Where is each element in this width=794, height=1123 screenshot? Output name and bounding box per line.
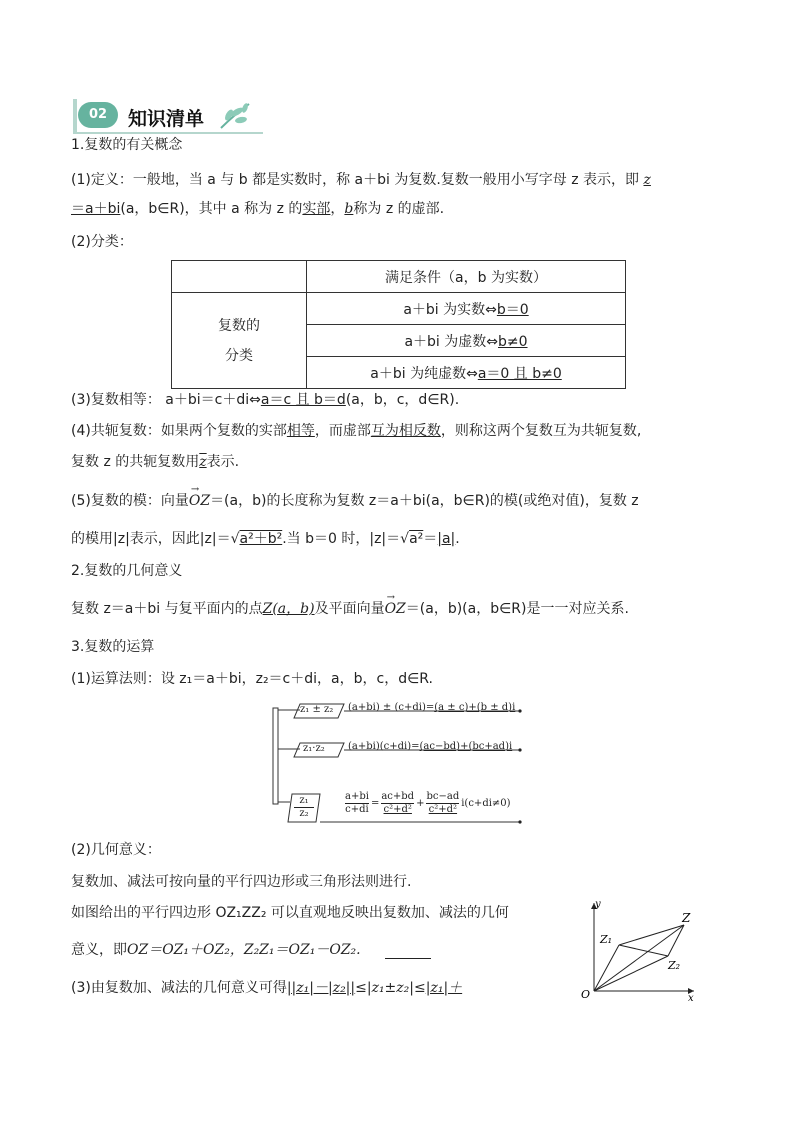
table-row-real <box>307 293 626 325</box>
op1-formula <box>348 702 515 713</box>
separator: ， <box>330 201 345 217</box>
op1-label: z₁ ± z₂ <box>300 704 334 715</box>
op3-plus: + <box>416 798 425 809</box>
header-underline <box>73 132 263 134</box>
equality-line <box>71 390 459 410</box>
answer-blank <box>385 958 431 959</box>
geo-text-a: 复数 z＝a＋bi 与复平面内的点 <box>71 601 263 617</box>
geo-line-3-formula: OZ＝OZ₁＋OZ₂，Z₂Z₁＝OZ₁－OZ₂. <box>127 942 361 958</box>
op2-formula <box>348 741 512 752</box>
vector-oz: → OZ <box>189 491 210 511</box>
section2-heading: 2.复数的几何意义 <box>71 563 183 579</box>
op2-answer: (ac−bd)+(bc+ad)i <box>419 741 513 752</box>
definition-text: (1)定义：一般地，当 a 与 b 都是实数时，称 a＋bi 为复数.复数一般用小写字母 z 表示，即 <box>71 172 640 188</box>
op3-frac-1 <box>345 791 369 816</box>
vector-oz2 <box>594 956 668 991</box>
vector-oz1 <box>594 945 619 991</box>
op3-frac-2-den: c²+d² <box>383 804 412 815</box>
op3-frac-1-num: a+bi <box>345 791 369 802</box>
geo-answer-point: Z(a，b) <box>262 601 315 617</box>
geo-line-4-prefix: (3)由复数加、减法的几何意义可得 <box>71 980 287 996</box>
conjugate-text-b: ，而虚部 <box>314 423 371 439</box>
geo-line-3 <box>71 940 361 960</box>
answer-real-part: 实部 <box>302 201 331 217</box>
geo-line-1: 复数加、减法可按向量的平行四边形或三角形法则进行. <box>71 874 412 890</box>
modulus-text-a: (5)复数的模：向量 <box>71 493 189 509</box>
classification-label: (2)分类： <box>71 234 133 250</box>
conjugate-text-d: 复数 z 的共轭复数用 <box>71 454 200 470</box>
label-x: x <box>688 993 694 1004</box>
answer-b: b <box>344 201 354 217</box>
conjugate-answer-opposite: 互为相反数 <box>370 423 441 439</box>
modulus-eq: ＝ <box>423 531 438 547</box>
modulus-answer-sqrt: a²＋b² <box>239 531 283 547</box>
row-imaginary-answer: b≠0 <box>498 333 528 350</box>
op3-frac-3-den: c²+d² <box>428 804 458 815</box>
definition-text-end: 称为 z 的虚部. <box>353 201 445 217</box>
inequality-answer-left: ||z₁|－|z₂|| <box>286 980 356 996</box>
inequality-middle: ≤|z₁±z₂|≤ <box>355 980 426 996</box>
op3-frac-1-den: c+di <box>345 804 369 815</box>
side-z1z <box>619 925 684 945</box>
modulus-line-1 <box>71 491 639 511</box>
diagram-bracket <box>273 708 278 804</box>
op3-eq: = <box>370 798 380 809</box>
label-y: y <box>595 899 601 910</box>
op3-label-den: z₂ <box>299 808 309 819</box>
op1-answer: (a ± c)+(b ± d)i <box>434 702 516 713</box>
section3-heading: 3.复数的运算 <box>71 639 155 655</box>
conjugate-line-1 <box>71 421 641 441</box>
modulus-line-2 <box>71 529 460 549</box>
equality-main: a＋bi＝c＋di⇔ <box>165 392 261 408</box>
sqrt-symbol: √ <box>230 531 240 547</box>
definition-line-2 <box>71 199 444 219</box>
label-z: Z <box>682 911 691 925</box>
label-z2: Z₂ <box>668 959 681 972</box>
header-accent-bar <box>73 99 77 133</box>
equality-answer: a＝c 且 b＝d <box>260 392 346 408</box>
section-number-badge: 02 <box>78 102 118 128</box>
row-pure-text: a＋bi 为纯虚数⇔ <box>370 365 478 382</box>
inequality-answer-right: |z₁|＋ <box>425 980 463 996</box>
table-header-condition: 满足条件（a，b 为实数） <box>307 261 626 293</box>
definition-text-2: (a，b∈R)，其中 a 称为 z 的 <box>120 201 303 217</box>
op3-frac-3-num: bc−ad <box>426 791 460 802</box>
op3-formula <box>345 791 511 816</box>
table-row-imaginary <box>307 325 626 357</box>
geo-line-3-prefix: 意义，即 <box>71 942 127 958</box>
table-row-label-line-2: 分类 <box>225 347 253 364</box>
table-corner-cell <box>172 261 307 293</box>
definition-answer-form: ＝a＋bi <box>71 201 121 217</box>
modulus-answer-abs: |a| <box>437 531 456 547</box>
conjugate-text-e: 表示. <box>206 454 240 470</box>
op2-label: z₁·z₂ <box>303 743 325 754</box>
op1-formula-text: (a+bi) ± (c+di)= <box>348 702 435 713</box>
op3-frac-3 <box>426 791 459 816</box>
modulus-text-c: 的模用|z|表示，因此|z|＝ <box>71 531 231 547</box>
label-o: O <box>581 988 591 1001</box>
parallelogram-diagram <box>578 895 702 1005</box>
table-row-pure-imaginary <box>307 357 626 389</box>
modulus-end: . <box>455 531 460 547</box>
row-real-text: a＋bi 为实数⇔ <box>403 301 497 318</box>
equality-end: (a，b，c，d∈R). <box>345 392 460 408</box>
geometric-meaning-line <box>71 599 629 619</box>
conjugate-text-a: (4)共轭复数：如果两个复数的实部 <box>71 423 287 439</box>
geo-line-4 <box>71 978 462 998</box>
modulus-sqrt-a2: a² <box>409 531 424 547</box>
section-title: 知识清单 <box>128 108 205 130</box>
modulus-text-d: .当 b＝0 时，|z|＝ <box>282 531 401 547</box>
op3-frac-2 <box>381 791 414 816</box>
op3-frac-2-num: ac+bd <box>381 791 415 802</box>
vector-oz-2: → OZ <box>385 599 406 619</box>
arrow-dot-3 <box>518 820 521 823</box>
op3-label <box>294 795 314 820</box>
geo-text-c: ＝(a，b)(a，b∈R)是一一对应关系. <box>405 601 629 617</box>
op2-formula-text: (a+bi)(c+di)= <box>348 741 420 752</box>
conjugate-answer-equal: 相等 <box>286 423 315 439</box>
row-imaginary-text: a＋bi 为虚数⇔ <box>404 333 498 350</box>
operation-rule-line: (1)运算法则：设 z₁＝a＋bi，z₂＝c＋di，a，b，c，d∈R. <box>71 671 433 687</box>
definition-line-1 <box>71 170 651 190</box>
sqrt-symbol-2: √ <box>400 531 410 547</box>
row-real-answer: b＝0 <box>496 301 529 318</box>
conjugate-text-c: ，则称这两个复数互为共轭复数, <box>440 423 642 439</box>
table-row-label <box>172 293 307 389</box>
arrow-dot-1 <box>518 709 521 712</box>
definition-answer-z: z <box>643 172 651 188</box>
leaf-icon <box>215 98 255 132</box>
conjugate-answer-zbar: z <box>199 454 207 470</box>
row-pure-answer: a＝0 且 b≠0 <box>477 365 562 382</box>
table-row-label-line-1: 复数的 <box>218 317 260 334</box>
equality-prefix: (3)复数相等： <box>71 392 161 408</box>
geo-heading: (2)几何意义： <box>71 842 161 858</box>
op3-label-num: z₁ <box>294 795 314 808</box>
arrow-dot-2 <box>518 748 521 751</box>
section1-heading: 1.复数的有关概念 <box>71 137 183 153</box>
geo-text-b: 及平面向量 <box>314 601 385 617</box>
op3-tail: i(c+di≠0) <box>461 798 511 809</box>
modulus-text-b: ＝(a，b)的长度称为复数 z＝a＋bi(a，b∈R)的模(或绝对值)，复数 z <box>210 493 639 509</box>
geo-line-2: 如图给出的平行四边形 OZ₁ZZ₂ 可以直观地反映出复数加、减法的几何 <box>71 905 509 921</box>
label-z1: Z₁ <box>600 933 613 946</box>
conjugate-line-2 <box>71 452 239 472</box>
classification-table <box>171 260 626 389</box>
